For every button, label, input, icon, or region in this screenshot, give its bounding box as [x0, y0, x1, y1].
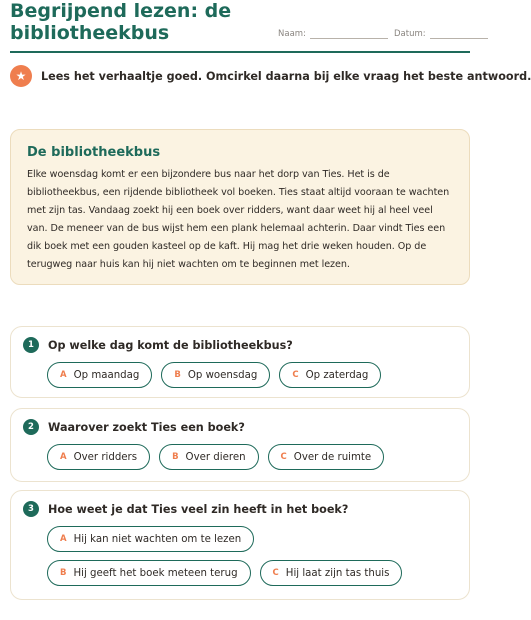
- name-field[interactable]: [278, 29, 388, 39]
- answer-option-b[interactable]: [161, 362, 270, 388]
- answer-option-b[interactable]: [47, 560, 251, 586]
- option-text: Op maandag: [73, 369, 140, 381]
- option-letter: C: [280, 452, 287, 462]
- option-letter: A: [60, 452, 67, 462]
- question-card: [10, 408, 470, 482]
- answer-option-a[interactable]: [47, 444, 150, 470]
- name-line: [310, 31, 388, 39]
- question-text: Waarover zoekt Ties een boek?: [48, 420, 245, 434]
- option-text: Over de ruimte: [293, 451, 372, 463]
- answer-option-a[interactable]: [47, 526, 254, 552]
- header-divider: [10, 51, 470, 53]
- answer-option-c[interactable]: [279, 362, 381, 388]
- option-text: Op woensdag: [187, 369, 258, 381]
- answer-option-b[interactable]: [159, 444, 258, 470]
- question-number: 3: [23, 501, 39, 517]
- question-header: [23, 337, 293, 353]
- question-card: [10, 490, 470, 600]
- option-text: Hij laat zijn tas thuis: [285, 567, 390, 579]
- option-letter: A: [60, 534, 67, 544]
- option-letter: C: [272, 568, 279, 578]
- option-text: Over dieren: [185, 451, 246, 463]
- answer-options: [47, 526, 461, 586]
- answer-option-c[interactable]: [268, 444, 385, 470]
- option-letter: B: [174, 370, 181, 380]
- option-text: Op zaterdag: [305, 369, 369, 381]
- question-text: Hoe weet je dat Ties veel zin heeft in het boek?: [48, 502, 349, 516]
- answer-option-c[interactable]: [260, 560, 403, 586]
- option-text: Hij kan niet wachten om te lezen: [73, 533, 242, 545]
- star-icon: ★: [10, 65, 32, 87]
- date-line: [430, 31, 488, 39]
- question-card: [10, 326, 470, 398]
- instruction-text: Lees het verhaaltje goed. Omcirkel daarna bij elke vraag het beste antwoord.: [41, 69, 531, 83]
- story-text: Elke woensdag komt er een bijzondere bus naar het dorp van Ties. Het is de bibliotheekbus, een rijdende bibliotheek vol boeken. Ties staat altijd vooraan te wachten met zijn tas. Vandaag zoekt hij een boek over ridders, want daar weet hij al heel veel van. De meneer van de bus wijst hem een plank helemaal achterin. Daar vindt Ties een dik boek met een gouden kasteel op de kaft. Hij mag het drie weken houden. Op de terugweg naar huis kan hij niet wachten om te beginnen met lezen.: [27, 169, 450, 270]
- option-letter: B: [172, 452, 179, 462]
- question-text: Op welke dag komt de bibliotheekbus?: [48, 338, 293, 352]
- story-box: [10, 129, 470, 285]
- question-header: [23, 501, 348, 517]
- answer-options: [47, 444, 461, 470]
- option-letter: C: [292, 370, 299, 380]
- option-letter: A: [60, 370, 67, 380]
- name-label: Naam:: [278, 29, 306, 39]
- worksheet-header: [10, 0, 470, 54]
- question-number: 2: [23, 419, 39, 435]
- question-number: 1: [23, 337, 39, 353]
- answer-option-a[interactable]: [47, 362, 152, 388]
- question-header: [23, 419, 245, 435]
- option-text: Over ridders: [73, 451, 138, 463]
- story-title: De bibliotheekbus: [27, 145, 161, 160]
- page-title: Begrijpend lezen: de bibliotheekbus: [10, 0, 232, 44]
- answer-options: [47, 362, 461, 388]
- option-letter: B: [60, 568, 67, 578]
- option-text: Hij geeft het boek meteen terug: [73, 567, 238, 579]
- instruction: [10, 64, 531, 88]
- date-label: Datum:: [394, 29, 426, 39]
- date-field[interactable]: [394, 29, 488, 39]
